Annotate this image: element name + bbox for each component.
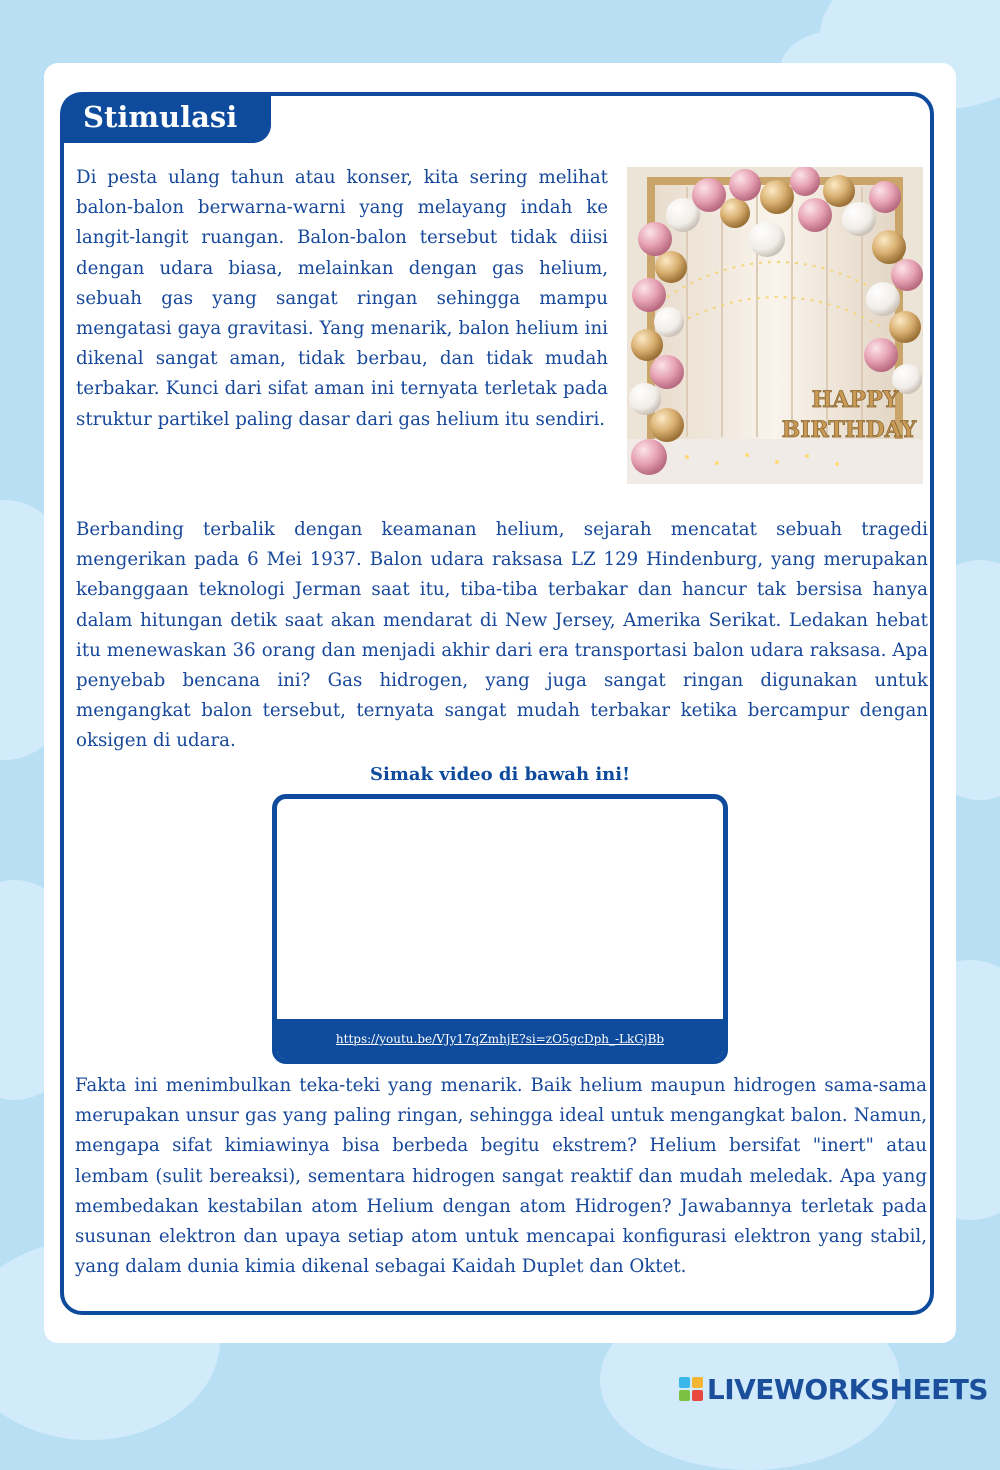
history-paragraph: Berbanding terbalik dengan keamanan helium, sejarah mencatat sebuah tragedi mengerikan pada 6 Mei 1937. Balon udara raksasa LZ 129 Hindenburg, yang merupakan kebanggaan teknologi Jerman saat itu, tiba-tiba terbakar dan hancur tak bersisa hanya dalam hitungan detik saat akan mendarat di New Jersey, Amerika Serikat. Ledakan hebat itu menewaskan 36 orang dan menjadi akhir dari era transportasi balon udara raksasa. Apa penyebab bencana ini? Gas hidrogen, yang juga sangat ringan digunakan untuk mengangkat balon tersebut, ternyata sangat mudah terbakar ketika bercampur dengan oksigen di udara.	[76, 519, 928, 752]
banner-text-happy: HAPPY	[811, 387, 899, 413]
liveworksheets-logo	[679, 1372, 988, 1406]
liveworksheets-icon	[679, 1377, 703, 1401]
brand-name: LIVEWORKSHEETS	[706, 1372, 988, 1406]
puzzle-paragraph: Fakta ini menimbulkan teka-teki yang menarik. Baik helium maupun hidrogen sama-sama merupakan unsur gas yang paling ringan, sehingga ideal untuk mengangkat balon. Namun, mengapa sifat kimiawinya bisa berbeda begitu ekstrem? Helium bersifat "inert" atau lembam (sulit bereaksi), sementara hidrogen sangat reaktif dan mudah meledak. Apa yang membedakan kestabilan atom Helium dengan atom Hidrogen? Jawabannya terletak pada susunan elektron dan upaya setiap atom untuk mencapai konfigurasi elektron yang stabil, yang dalam dunia kimia dikenal sebagai Kaidah Duplet dan Oktet.	[75, 1075, 927, 1278]
video-heading: Simak video di bawah ini!	[369, 764, 630, 785]
banner-text-birthday: BIRTHDAY	[781, 417, 917, 443]
intro-paragraph: Di pesta ulang tahun atau konser, kita sering melihat balon-balon berwarna-warni yang melayang indah ke langit-langit ruangan. Balon-balon tersebut tidak diisi dengan udara biasa, melainkan dengan gas helium, sebuah gas yang sangat ringan sehingga mampu mengatasi gaya gravitasi. Yang menarik, balon helium ini dikenal sangat aman, tidak berbau, dan tidak mudah terbakar. Kunci dari sifat aman ini ternyata terletak pada struktur partikel paling dasar dari gas helium itu sendiri.	[76, 167, 608, 430]
balloon-arch-illustration	[627, 167, 923, 484]
video-player[interactable]	[272, 794, 728, 1064]
video-link[interactable]: https://youtu.be/VJy17qZmhjE?si=zO5gcDph_-LkGjBb	[335, 1032, 665, 1046]
balloon-arch-photo	[627, 167, 923, 484]
video-link-bar	[277, 1019, 723, 1059]
section-title: Stimulasi	[61, 93, 271, 143]
